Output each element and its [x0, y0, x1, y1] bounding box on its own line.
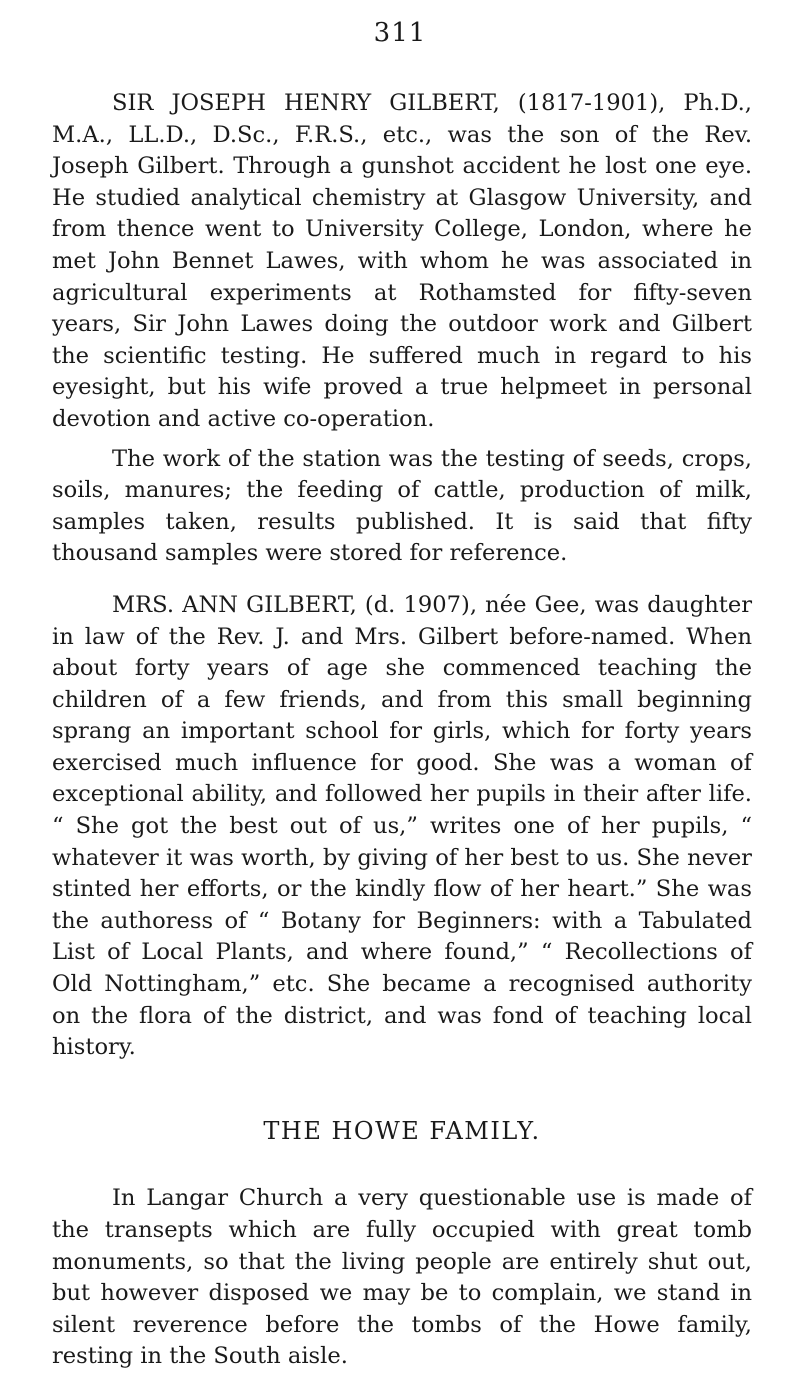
section-spacer — [52, 570, 752, 590]
section-heading-howe-family: THE HOWE FAMILY. — [263, 1116, 541, 1145]
paragraph-ann-gilbert: MRS. ANN GILBERT, (d. 1907), née Gee, was daughter in law of the Rev. J. and Mrs. Gilbert before-named. When about forty years of age she commenced teaching the children of a few friends, and from this small beginning sprang an important school for girls, which for forty years exercised much influence for good. She was a woman of exceptional ability, and followed her pupils in their after life. “ She got the best out of us,” writes one of her pupils, “ whatever it was worth, by giving of her best to us. She never stinted her efforts, or the kindly flow of her heart.” She was the authoress of “ Botany for Beginners: with a Tabulated List of Local Plants, and where found,” “ Recollections of Old Nottingham,” etc. She became a recognised authority on the flora of the district, and was fond of teaching local history. — [52, 591, 752, 1061]
text-column — [52, 88, 752, 1373]
paragraph-spacer — [52, 436, 752, 444]
paragraph-joseph-gilbert: SIR JOSEPH HENRY GILBERT, (1817-1901), Ph.D., M.A., LL.D., D.Sc., F.R.S., etc., was the son of the Rev. Joseph Gilbert. Through a gunshot accident he lost one eye. He studied analytical chemistry at Glasgow University, and from thence went to University College, London, where he met John Bennet Lawes, with whom he was associated in agricultural experiments at Rothamsted for fifty-seven years, Sir John Lawes doing the outdoor work and Gilbert the scientific testing. He suffered much in regard to his eyesight, but his wife proved a true helpmeet in personal devotion and active co-operation. — [52, 90, 752, 432]
paragraph-langar-church: In Langar Church a very questionable use is made of the transepts which are fully occupied with great tomb monuments, so that the living people are entirely shut out, but however disposed we may be to complain, we stand in silent reverence before the tombs of the Howe family, resting in the South aisle. — [52, 1185, 752, 1370]
paragraph-station-work: The work of the station was the testing of seeds, crops, soils, manures; the feeding of cattle, production of milk, samples taken, results published. It is said that fifty thousand samples were stored for reference. — [52, 445, 752, 567]
page-number: 311 — [373, 18, 427, 48]
